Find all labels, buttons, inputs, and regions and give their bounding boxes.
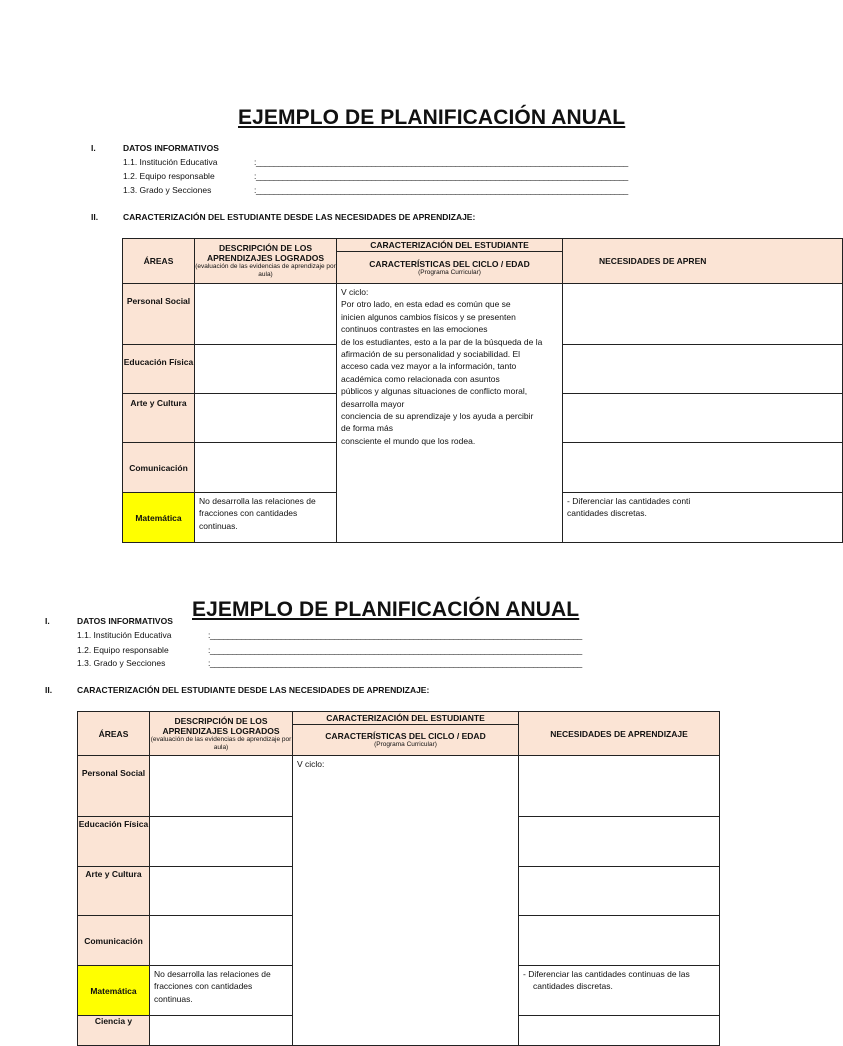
desc-personal-social[interactable]: [150, 756, 293, 817]
area-matematica: Matemática: [78, 966, 150, 1016]
section-1-numeral: I.: [45, 616, 50, 626]
desc-matematica: No desarrolla las relaciones de fracciones con cantidades continuas.: [150, 966, 293, 1016]
need-comunicacion[interactable]: [563, 443, 843, 493]
area-ciencia: Ciencia y: [78, 1016, 150, 1046]
area-personal-social: Personal Social: [123, 284, 195, 345]
header-descripcion-label: DESCRIPCIÓN DE LOS APRENDIZAJES LOGRADOS: [206, 243, 325, 263]
need-ciencia[interactable]: [519, 1016, 720, 1046]
desc-ciencia[interactable]: [150, 1016, 293, 1046]
need-matematica: - Diferenciar las cantidades continuas de las cantidades discretas.: [519, 966, 720, 1016]
need-arte-cultura[interactable]: [563, 394, 843, 443]
section-1-heading: DATOS INFORMATIVOS: [77, 616, 173, 626]
desc-educacion-fisica[interactable]: [150, 817, 293, 867]
field-label-grado: 1.3. Grado y Secciones: [77, 658, 166, 668]
field-line-grado[interactable]: :____________________________________________________________________________________: [254, 185, 628, 195]
area-matematica: Matemática: [123, 493, 195, 543]
header-ciclo-note: (Programa Curricular): [418, 268, 481, 276]
area-arte-cultura: Arte y Cultura: [123, 394, 195, 443]
field-label-institucion: 1.1. Institución Educativa: [77, 630, 172, 640]
ciclo-title: V ciclo:: [341, 287, 369, 297]
section-2-heading: CARACTERIZACIÓN DEL ESTUDIANTE DESDE LAS NECESIDADES DE APRENDIZAJE:: [123, 212, 476, 222]
ciclo-title: V ciclo:: [297, 759, 325, 769]
ciclo-text: Por otro lado, en esta edad es común que se inicien algunos cambios físicos y se presenten continuos contrastes en las emociones de los estudiantes, esto a la par de la búsqueda de la afirmación de su personalidad y sociabilidad. El acceso cada vez mayor a la información, tanto académica como relacionada con asuntos públicos y algunas situaciones de conflicto moral, desarrolla mayor conciencia de su aprendizaje y los ayuda a percibir de forma más consciente el mundo que los rodea.: [341, 299, 543, 446]
need-personal-social[interactable]: [519, 756, 720, 817]
need-educacion-fisica[interactable]: [563, 345, 843, 394]
field-label-institucion: 1.1. Institución Educativa: [123, 157, 218, 167]
desc-arte-cultura[interactable]: [150, 867, 293, 916]
need-arte-cultura[interactable]: [519, 867, 720, 916]
area-comunicacion: Comunicación: [123, 443, 195, 493]
header-ciclo: [293, 725, 519, 756]
header-areas: ÁREAS: [123, 239, 195, 284]
header-necesidades: NECESIDADES DE APREN: [563, 239, 843, 284]
field-line-grado[interactable]: :____________________________________________________________________________________: [208, 658, 582, 668]
desc-comunicacion[interactable]: [195, 443, 337, 493]
header-ciclo: [337, 252, 563, 284]
field-line-equipo[interactable]: :____________________________________________________________________________________: [208, 645, 582, 655]
need-educacion-fisica[interactable]: [519, 817, 720, 867]
field-line-institucion[interactable]: :____________________________________________________________________________________: [208, 630, 582, 640]
desc-personal-social[interactable]: [195, 284, 337, 345]
header-descripcion-label: DESCRIPCIÓN DE LOS APRENDIZAJES LOGRADOS: [162, 715, 280, 736]
area-educacion-fisica: Educación Física: [78, 817, 150, 867]
ciclo-cell: [337, 284, 563, 543]
section-1-heading: DATOS INFORMATIVOS: [123, 143, 219, 153]
header-ciclo-note: (Programa Curricular): [374, 741, 437, 748]
area-arte-cultura: Arte y Cultura: [78, 867, 150, 916]
header-ciclo-label: CARACTERÍSTICAS DEL CICLO / EDAD: [369, 258, 530, 269]
caracterizacion-table: [122, 238, 843, 543]
section-2-numeral: II.: [91, 212, 99, 222]
need-matematica: - Diferenciar las cantidades conti cantidades discretas.: [563, 493, 843, 543]
need-comunicacion[interactable]: [519, 916, 720, 966]
section-2-heading: CARACTERIZACIÓN DEL ESTUDIANTE DESDE LAS NECESIDADES DE APRENDIZAJE:: [77, 685, 430, 695]
page-title: EJEMPLO DE PLANIFICACIÓN ANUAL: [238, 106, 626, 129]
desc-comunicacion[interactable]: [150, 916, 293, 966]
area-educacion-fisica: Educación Física: [123, 345, 195, 394]
header-descripcion-note: (evaluación de las evidencias de aprendizaje por aula): [195, 263, 336, 278]
header-caracterizacion: CARACTERIZACIÓN DEL ESTUDIANTE: [293, 712, 519, 725]
header-descripcion: [150, 712, 293, 756]
desc-arte-cultura[interactable]: [195, 394, 337, 443]
field-label-equipo: 1.2. Equipo responsable: [77, 645, 169, 655]
section-2-numeral: II.: [45, 685, 53, 695]
page-2: [0, 512, 768, 1024]
need-personal-social[interactable]: [563, 284, 843, 345]
header-descripcion-note: (evaluación de las evidencias de aprendizaje por aula): [150, 735, 292, 751]
page-1: [0, 0, 768, 531]
field-label-grado: 1.3. Grado y Secciones: [123, 185, 212, 195]
caracterizacion-table: [77, 711, 720, 1046]
field-label-equipo: 1.2. Equipo responsable: [123, 171, 215, 181]
header-ciclo-label: CARACTERÍSTICAS DEL CICLO / EDAD: [325, 731, 486, 741]
desc-matematica: No desarrolla las relaciones de fracciones con cantidades continuas.: [195, 493, 337, 543]
header-areas: ÁREAS: [78, 712, 150, 756]
section-1-numeral: I.: [91, 143, 96, 153]
area-comunicacion: Comunicación: [78, 916, 150, 966]
desc-educacion-fisica[interactable]: [195, 345, 337, 394]
field-line-institucion[interactable]: :____________________________________________________________________________________: [254, 157, 628, 167]
header-descripcion: [195, 239, 337, 284]
header-necesidades: NECESIDADES DE APRENDIZAJE: [519, 712, 720, 756]
area-personal-social: Personal Social: [78, 756, 150, 817]
header-caracterizacion: CARACTERIZACIÓN DEL ESTUDIANTE: [337, 239, 563, 252]
ciclo-cell: [293, 756, 519, 1046]
page-title: EJEMPLO DE PLANIFICACIÓN ANUAL: [192, 598, 580, 621]
field-line-equipo[interactable]: :____________________________________________________________________________________: [254, 171, 628, 181]
